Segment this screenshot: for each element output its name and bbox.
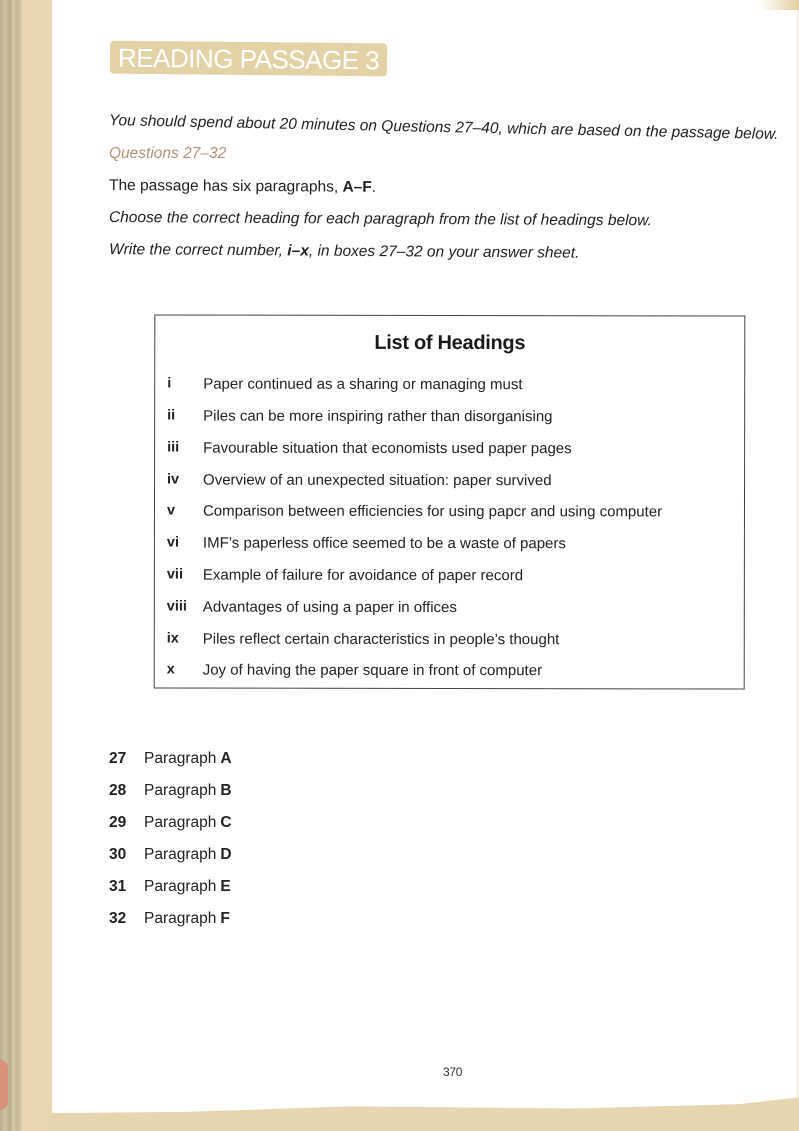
page-right-edge <box>795 0 799 1113</box>
instruction-write-suffix: , in boxes 27–32 on your answer sheet. <box>308 242 580 262</box>
heading-text: Comparison between efficiencies for using papcr and using computer <box>202 502 663 520</box>
question-label: Paragraph <box>144 782 217 799</box>
heading-number: i <box>167 375 172 392</box>
thumb-edge <box>0 1060 8 1110</box>
heading-text: Joy of having the paper square in front of computer <box>202 661 543 679</box>
question-letter: F <box>220 910 230 927</box>
question-label: Paragraph <box>144 910 217 927</box>
question-letter: D <box>220 846 232 863</box>
heading-item <box>167 660 542 681</box>
heading-number: vii <box>166 566 184 583</box>
instruction-intro: You should spend about 20 minutes on Questions 27–40, which are based on the passage below. <box>108 112 779 144</box>
question-number: 30 <box>109 846 127 863</box>
heading-text: Piles reflect certain characteristics in people’s thought <box>202 630 560 648</box>
instruction-write-range: i–x <box>287 242 309 260</box>
instruction-write-prefix: Write the correct number, <box>108 241 288 260</box>
question-number: 32 <box>109 910 127 927</box>
question-item <box>109 813 232 833</box>
page-corner-shadow <box>759 0 799 10</box>
heading-text: Favourable situation that economists used paper pages <box>203 439 572 457</box>
heading-item <box>167 406 552 427</box>
section-badge: READING PASSAGE 3 <box>110 41 388 77</box>
question-label: Paragraph <box>144 750 217 767</box>
headings-title: List of Headings <box>374 331 526 355</box>
heading-text: Overview of an unexpected situation: paper survived <box>203 471 552 489</box>
instruction-paragraphs-prefix: The passage has six paragraphs, <box>108 177 343 196</box>
heading-item <box>167 565 523 586</box>
question-letter: A <box>220 750 232 767</box>
question-label: Paragraph <box>144 846 217 863</box>
question-letter: C <box>220 814 232 831</box>
heading-number: iii <box>167 439 180 456</box>
heading-item <box>167 470 552 491</box>
heading-text: IMF’s paperless office seemed to be a waste of papers <box>202 534 566 552</box>
page-number: 370 <box>443 1065 463 1079</box>
heading-text: Paper continued as a sharing or managing must <box>203 375 523 393</box>
instruction-paragraphs-range: A–F <box>342 178 372 196</box>
heading-number: ii <box>167 407 176 424</box>
question-item <box>109 845 232 865</box>
heading-text: Piles can be more inspiring rather than disorganising <box>203 407 553 425</box>
question-item <box>109 909 230 929</box>
heading-number: vi <box>166 534 180 551</box>
instruction-paragraphs-suffix: . <box>371 178 377 196</box>
heading-number: x <box>166 661 175 678</box>
instruction-paragraphs <box>109 177 376 197</box>
heading-number: ix <box>166 630 179 647</box>
heading-item <box>167 374 522 395</box>
heading-text: Example of failure for avoidance of paper record <box>202 566 524 584</box>
heading-item <box>167 597 457 618</box>
heading-item <box>167 501 662 522</box>
question-number: 27 <box>109 750 127 767</box>
question-number: 28 <box>109 782 127 799</box>
heading-item <box>167 438 572 459</box>
question-item <box>109 781 232 801</box>
page-margin-strip <box>22 0 52 1131</box>
question-item <box>109 877 231 897</box>
question-range-heading: Questions 27–32 <box>109 145 227 162</box>
question-item <box>109 749 232 769</box>
question-letter: E <box>220 878 231 895</box>
heading-number: viii <box>166 598 187 615</box>
heading-number: v <box>166 502 176 519</box>
heading-item <box>167 533 566 554</box>
heading-text: Advantages of using a paper in offices <box>202 598 457 616</box>
question-number: 31 <box>109 878 127 895</box>
list-of-headings-box <box>154 314 746 689</box>
question-label: Paragraph <box>144 814 217 831</box>
question-letter: B <box>220 782 232 799</box>
heading-number: iv <box>167 471 180 488</box>
instruction-choose: Choose the correct heading for each paragraph from the list of headings below. <box>108 209 652 230</box>
instruction-write <box>109 241 580 263</box>
heading-item <box>167 629 560 650</box>
question-number: 29 <box>109 814 127 831</box>
book-spine-edge <box>0 0 22 1131</box>
question-label: Paragraph <box>144 878 217 895</box>
